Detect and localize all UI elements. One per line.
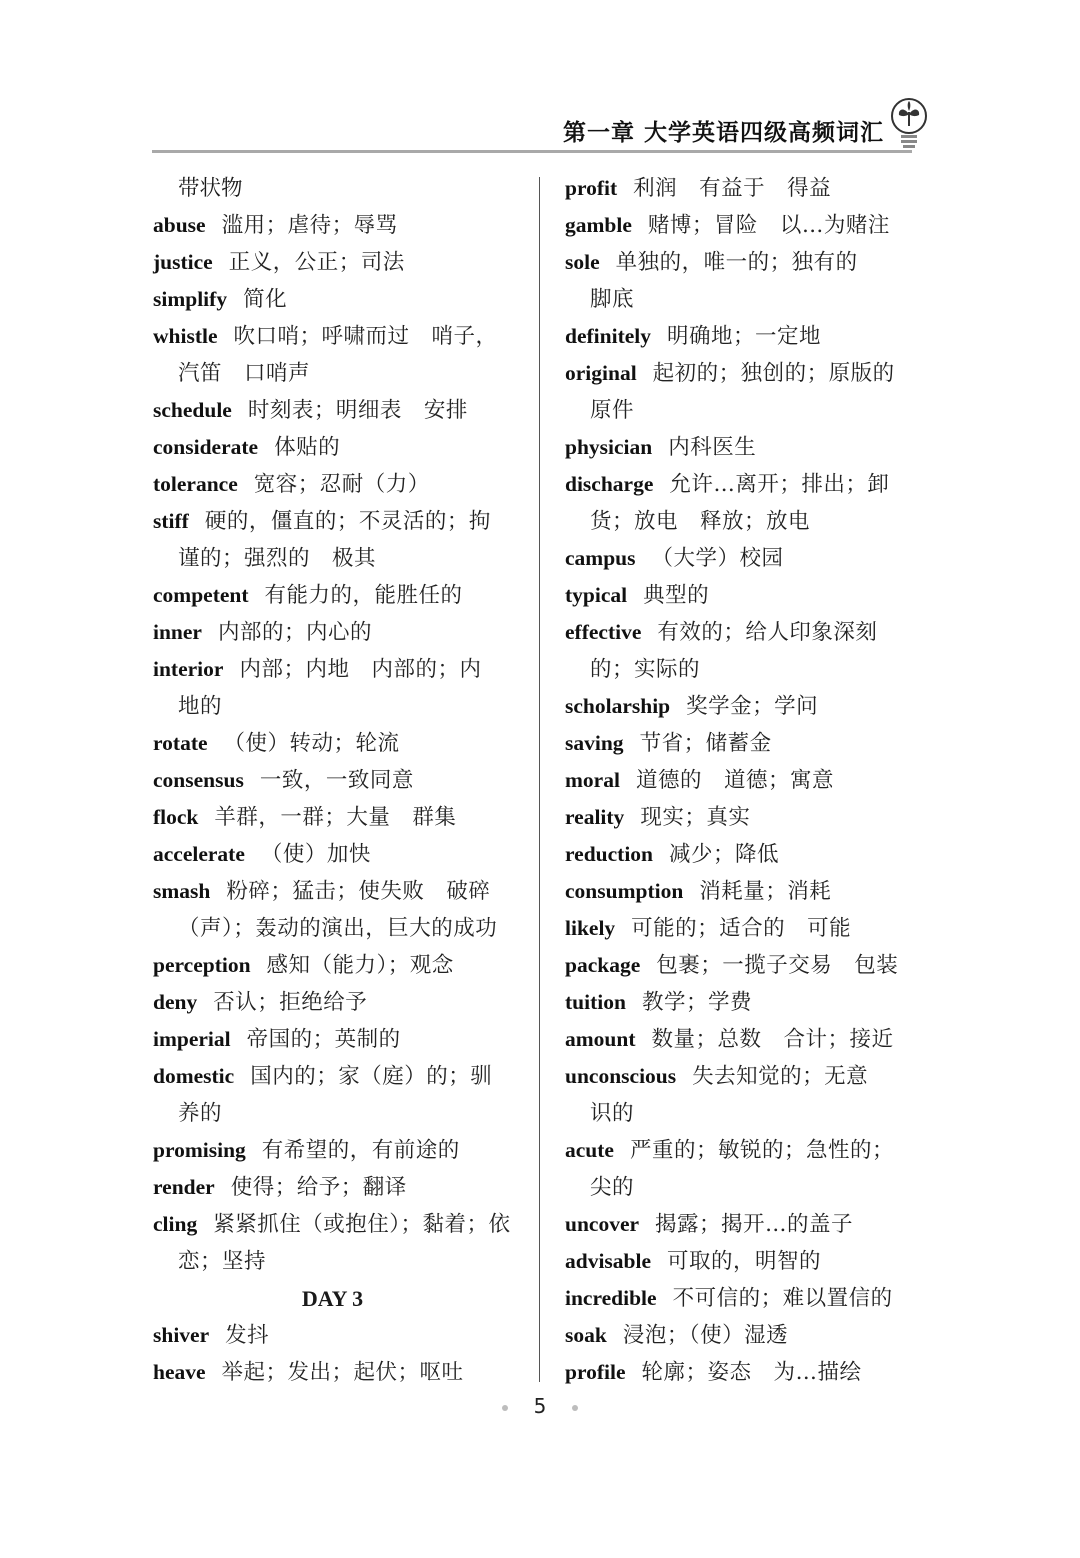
vocab-definition: 节省；储蓄金	[639, 731, 772, 756]
vocab-word: smash	[153, 879, 211, 903]
vocab-definition: 减少；降低	[669, 842, 780, 867]
vocab-definition: 紧紧抓住（或抱住）；黏着；依	[213, 1212, 511, 1237]
vocab-entry	[565, 725, 930, 762]
vocab-word: acute	[565, 1138, 614, 1162]
vocab-definition: 粉碎；猛击；使失败 破碎	[226, 879, 491, 904]
vocab-definition-continued: 的；实际的	[590, 657, 701, 682]
vocab-word: stiff	[153, 509, 189, 533]
vocab-definition: 严重的；敏锐的；急性的；	[629, 1138, 894, 1163]
vocab-definition: 揭露；揭开…的盖子	[655, 1212, 854, 1237]
vocab-word: accelerate	[153, 842, 245, 866]
vocab-entry	[153, 651, 518, 725]
vocab-entry	[153, 984, 518, 1021]
vocab-definition: 起初的；独创的；原版的	[652, 361, 895, 386]
vocab-definition: 宽容；忍耐（力）	[253, 472, 430, 497]
vocab-entry	[153, 466, 518, 503]
vocab-entry	[565, 170, 930, 207]
vocab-entry	[565, 836, 930, 873]
vocab-word: likely	[565, 916, 616, 940]
vocab-word: campus	[565, 546, 636, 570]
vocab-definition: 现实；真实	[640, 805, 751, 830]
vocab-definition: 帝国的；英制的	[246, 1027, 401, 1052]
vocab-entry	[565, 762, 930, 799]
vocab-definition: 有希望的，有前途的	[261, 1138, 460, 1163]
vocab-word: reduction	[565, 842, 653, 866]
vocab-entry	[153, 318, 518, 392]
vocab-definition: 包裹；一揽子交易 包装	[656, 953, 899, 978]
vocab-word: render	[153, 1175, 215, 1199]
vocab-word: considerate	[153, 435, 259, 459]
vocab-definition: 赌博；冒险 以…为赌注	[647, 213, 890, 238]
vocab-entry	[565, 1132, 930, 1206]
vocab-word: domestic	[153, 1064, 235, 1088]
page-footer	[0, 1394, 1080, 1418]
vocab-word: scholarship	[565, 694, 671, 718]
vocab-entry	[153, 1169, 518, 1206]
vocab-word: uncover	[565, 1212, 640, 1236]
vocab-definition-continued: 汽笛 口哨声	[178, 361, 311, 386]
vocab-definition: 国内的；家（庭）的；驯	[250, 1064, 493, 1089]
vocab-entry	[565, 1354, 930, 1391]
vocab-definition: 明确地；一定地	[667, 324, 822, 349]
vocab-word: unconscious	[565, 1064, 677, 1088]
vocab-word: whistle	[153, 324, 218, 348]
vocab-word: typical	[565, 583, 628, 607]
vocab-word: profit	[565, 176, 618, 200]
vocab-definition: 体贴的	[274, 435, 341, 460]
day-heading: DAY 3	[301, 1286, 364, 1311]
vocab-entry	[565, 910, 930, 947]
vocab-word: shiver	[153, 1323, 210, 1347]
vocab-entry	[565, 1021, 930, 1058]
vocab-definition-continued: 养的	[178, 1101, 223, 1126]
vocab-definition: 单独的，唯一的；独有的	[615, 250, 858, 275]
vocab-entry	[565, 1317, 930, 1354]
vocab-word: amount	[565, 1027, 636, 1051]
vocab-definition: 消耗量；消耗	[699, 879, 832, 904]
vocab-word: imperial	[153, 1027, 231, 1051]
vocab-definition: 羊群，一群；大量 群集	[214, 805, 457, 830]
vocab-definition: 有效的；给人印象深刻	[657, 620, 878, 645]
vocab-entry	[565, 799, 930, 836]
right-column	[565, 170, 930, 1391]
vocab-word: inner	[153, 620, 202, 644]
vocab-entry	[565, 540, 930, 577]
vocab-entry	[153, 1021, 518, 1058]
vocab-word: effective	[565, 620, 642, 644]
vocab-definition: 浸泡；（使）湿透	[622, 1323, 789, 1348]
vocab-entry	[565, 1206, 930, 1243]
chapter-title: 第一章 大学英语四级高频词汇	[562, 120, 884, 146]
vocab-entry	[153, 1317, 518, 1354]
header-rule	[152, 150, 912, 153]
vocab-word: moral	[565, 768, 620, 792]
vocab-definition: 内科医生	[668, 435, 757, 460]
vocab-word: interior	[153, 657, 224, 681]
vocab-entry	[565, 984, 930, 1021]
vocab-entry	[153, 614, 518, 651]
vocab-word: saving	[565, 731, 624, 755]
vocab-entry	[153, 1354, 518, 1391]
vocab-definition: （大学）校园	[651, 546, 784, 571]
vocab-definition: 否认；拒绝给予	[213, 990, 368, 1015]
vocab-word: package	[565, 953, 641, 977]
vocab-definition: 硬的，僵直的；不灵活的；拘	[204, 509, 491, 534]
vocab-word: flock	[153, 805, 199, 829]
vocab-word: deny	[153, 990, 198, 1014]
vocab-entry	[153, 244, 518, 281]
vocab-entry	[565, 244, 930, 318]
vocab-entry	[153, 392, 518, 429]
vocab-word: tuition	[565, 990, 626, 1014]
vocab-word: reality	[565, 805, 625, 829]
vocab-entry	[153, 762, 518, 799]
vocab-word: advisable	[565, 1249, 652, 1273]
vocab-word: promising	[153, 1138, 246, 1162]
vocab-word: profile	[565, 1360, 626, 1384]
vocab-word: definitely	[565, 324, 651, 348]
vocab-entry	[153, 1132, 518, 1169]
vocab-definition: 内部的；内心的	[217, 620, 372, 645]
vocab-entry	[153, 947, 518, 984]
vocab-definition: 教学；学费	[641, 990, 752, 1015]
vocab-word: simplify	[153, 287, 228, 311]
vocab-definition: 感知（能力）；观念	[266, 953, 454, 978]
vocab-entry	[153, 1058, 518, 1132]
column-divider	[539, 177, 540, 1382]
vocab-entry	[565, 1058, 930, 1132]
vocab-word: original	[565, 361, 637, 385]
vocab-entry	[565, 873, 930, 910]
vocab-word: physician	[565, 435, 653, 459]
vocab-entry	[153, 836, 518, 873]
vocab-word: schedule	[153, 398, 232, 422]
vocab-definition: （使）加快	[260, 842, 371, 867]
vocab-entry	[565, 1243, 930, 1280]
vocab-entry	[565, 318, 930, 355]
vocab-definition-continued: 货；放电 释放；放电	[590, 509, 811, 534]
vocab-word: consensus	[153, 768, 244, 792]
vocab-definition: 滥用；虐待；辱骂	[221, 213, 398, 238]
vocab-definition: 时刻表；明细表 安排	[247, 398, 468, 423]
vocab-word: justice	[153, 250, 213, 274]
vocab-definition: 简化	[243, 287, 288, 312]
vocab-definition: （使）转动；轮流	[223, 731, 400, 756]
vocab-entry	[565, 614, 930, 688]
vocab-definition: 典型的	[643, 583, 710, 608]
vocab-definition: 失去知觉的；无意	[692, 1064, 869, 1089]
vocab-word: competent	[153, 583, 249, 607]
vocab-definition-continued: 识的	[590, 1101, 635, 1126]
vocab-entry	[153, 725, 518, 762]
vocab-entry	[565, 1280, 930, 1317]
vocab-definition-continued: 地的	[178, 694, 223, 719]
vocab-entry	[153, 207, 518, 244]
vocab-word: perception	[153, 953, 251, 977]
vocab-definition-continued: 恋；坚持	[178, 1249, 267, 1274]
vocab-word: heave	[153, 1360, 206, 1384]
vocab-definition: 正义，公正；司法	[228, 250, 405, 275]
vocab-definition: 可能的；适合的 可能	[631, 916, 852, 941]
vocab-entry	[153, 429, 518, 466]
vocab-word: gamble	[565, 213, 632, 237]
vocab-entry	[153, 503, 518, 577]
vocab-entry	[153, 873, 518, 947]
vocab-definition: 一致，一致同意	[259, 768, 414, 793]
vocab-definition: 有能力的，能胜任的	[264, 583, 463, 608]
vocab-definition: 利润 有益于 得益	[633, 176, 832, 201]
vocab-word: sole	[565, 250, 600, 274]
lightbulb-leaf-icon	[886, 96, 932, 154]
vocab-word: abuse	[153, 213, 206, 237]
vocab-entry	[565, 466, 930, 540]
vocab-definition: 允许…离开；排出；卸	[669, 472, 890, 497]
vocab-definition: 轮廓；姿态 为…描绘	[641, 1360, 862, 1385]
vocab-definition-continued: 原件	[590, 398, 635, 423]
vocab-word: discharge	[565, 472, 654, 496]
vocab-definition-continued: 尖的	[590, 1175, 635, 1200]
vocab-definition: 数量；总数 合计；接近	[651, 1027, 894, 1052]
vocab-entry	[153, 281, 518, 318]
chapter-header	[152, 96, 932, 156]
vocab-definition: 内部；内地 内部的；内	[239, 657, 482, 682]
vocab-word: soak	[565, 1323, 607, 1347]
vocab-entry	[565, 429, 930, 466]
continued-definition: 带状物	[178, 176, 243, 201]
vocab-word: cling	[153, 1212, 198, 1236]
vocab-entry	[153, 799, 518, 836]
vocab-entry	[565, 947, 930, 984]
vocab-definition: 举起；发出；起伏；呕吐	[221, 1360, 464, 1385]
vocab-word: consumption	[565, 879, 684, 903]
vocab-entry	[565, 207, 930, 244]
vocab-definition: 不可信的；难以置信的	[672, 1286, 893, 1311]
vocab-entry	[565, 688, 930, 725]
vocab-definition: 道德的 道德；寓意	[635, 768, 834, 793]
vocab-word: tolerance	[153, 472, 238, 496]
vocab-definition: 使得；给予；翻译	[230, 1175, 407, 1200]
vocab-definition: 可取的，明智的	[667, 1249, 822, 1274]
vocab-definition: 奖学金；学问	[686, 694, 819, 719]
vocab-entry	[565, 577, 930, 614]
vocab-definition-continued: 脚底	[590, 287, 635, 312]
footer-dot-right	[572, 1405, 578, 1411]
vocab-definition: 发抖	[225, 1323, 270, 1348]
vocab-word: rotate	[153, 731, 208, 755]
vocab-definition: 吹口哨；呼啸而过 哨子，	[233, 324, 498, 349]
vocab-definition-continued: 谨的；强烈的 极其	[178, 546, 377, 571]
left-column	[153, 170, 518, 1391]
page-number: 5	[533, 1394, 547, 1418]
vocab-word: incredible	[565, 1286, 657, 1310]
vocab-entry	[565, 355, 930, 429]
vocab-entry	[153, 577, 518, 614]
vocab-entry	[153, 1206, 518, 1280]
footer-dot-left	[502, 1405, 508, 1411]
vocab-definition-continued: （声）；轰动的演出，巨大的成功	[178, 916, 498, 941]
